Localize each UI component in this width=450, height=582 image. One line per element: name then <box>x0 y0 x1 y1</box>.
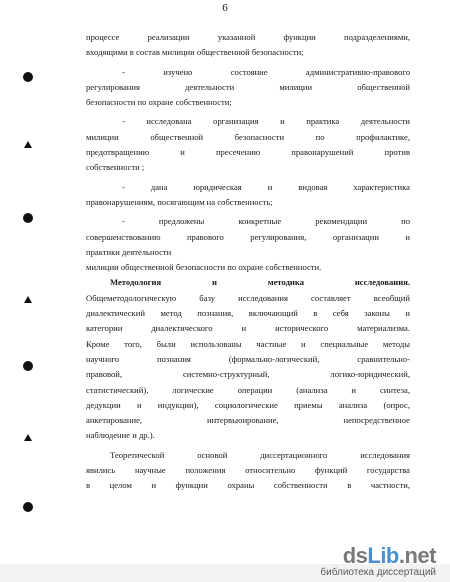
text-line: процессе реализации указанной функции подразделениями, <box>86 32 410 42</box>
text-line: милиции общественной безопасности по охране собственности. <box>86 262 322 273</box>
text-line: милиции общественной безопасности по профилактике, <box>86 131 410 142</box>
text-line: диалектический метод познания, включающий в себя законы и <box>86 308 410 319</box>
binder-hole <box>23 502 33 512</box>
binder-marker-icon <box>24 296 32 303</box>
page-number: 6 <box>222 2 228 14</box>
watermark-subtitle: библиотека диссертаций <box>320 567 436 578</box>
text-line: Общеметодологическую базу исследования составляет всеобщий <box>86 292 410 303</box>
binder-hole <box>23 361 33 371</box>
text-line: статистический), логические операции (анализа и синтеза, <box>86 384 410 395</box>
text-line: анкетирование, интервьюирование, непосредственное <box>86 415 410 426</box>
text-line: Теоретической основой диссертационного исследования <box>110 449 410 460</box>
watermark-logo: dsLib.net <box>342 543 436 568</box>
binder-hole <box>23 72 33 82</box>
binder-marker-icon <box>24 141 32 148</box>
section-heading: Методология и методика исследования. <box>110 277 410 288</box>
text-line: явились научные положения относительно функций государства <box>86 465 410 476</box>
body-text <box>66 30 410 494</box>
list-item: - дана юридическая и видовая характеристика <box>122 181 410 192</box>
list-item: - исследована организация и практика деятельности <box>122 116 410 127</box>
text-line: Кроме того, были использованы частные и специальные методы <box>86 338 410 349</box>
text-line: в целом и функции охраны собственности в частности, <box>86 480 410 491</box>
text-line: категории диалектического и исторического материализма. <box>86 323 410 334</box>
text-line: научного познания (формально-логический, сравнительно- <box>86 353 410 364</box>
binder-hole <box>23 213 33 223</box>
text-line: правонарушениям, посягающим на собственность; <box>86 196 273 207</box>
list-item: - предложены конкретные рекомендации по <box>122 216 410 227</box>
text-line: практики деятельности <box>86 246 172 257</box>
text-line: предотвращению и пресечению правонарушений против <box>86 147 410 158</box>
watermark <box>320 543 436 578</box>
text-line: совершенствованию правового регулирования, организации и <box>86 231 410 242</box>
text-line: дедукции и индукции), социологические приемы анализа (опрос, <box>86 399 410 410</box>
text-line: регулирования деятельности милиции общественной <box>86 81 410 92</box>
text-line: наблюдение и др.). <box>86 430 155 441</box>
text-line: правовой, системно-структурный, логико-юридический, <box>86 369 410 380</box>
list-item: - изучено состояние административно-правового <box>122 66 410 77</box>
binder-marker-icon <box>24 434 32 441</box>
text-line: входящими в состав милиции общественной безопасности; <box>86 47 304 58</box>
text-line: безопасности по охране собственности; <box>86 97 232 108</box>
text-line: собственности ; <box>86 162 145 173</box>
